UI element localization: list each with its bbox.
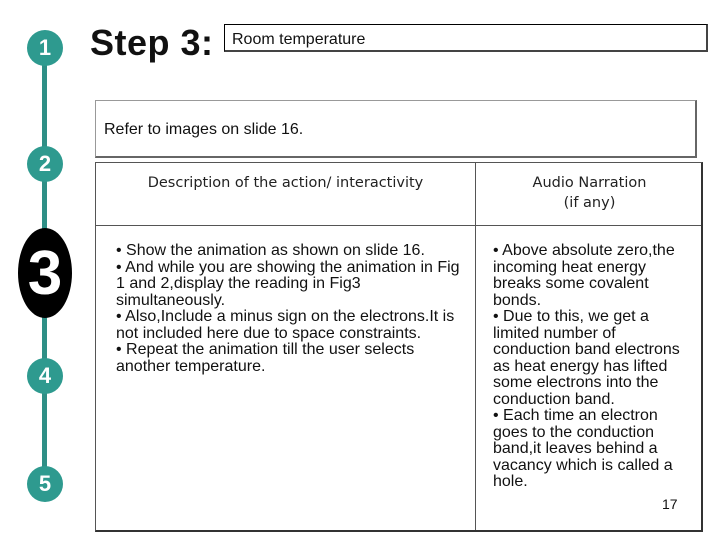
reference-note-field[interactable] bbox=[95, 100, 697, 158]
narration-header-line1: Audio Narration bbox=[532, 175, 647, 191]
description-column-header: Description of the action/ interactivity bbox=[147, 175, 424, 191]
reference-note-text: Refer to images on slide 16. bbox=[104, 121, 304, 138]
step-title-field[interactable] bbox=[224, 24, 708, 52]
step-title-value: Room temperature bbox=[232, 31, 366, 48]
narration-item: • Due to this, we get a limited number of conduction band electrons as heat energy has lifted some electrons into the conduction band. bbox=[493, 308, 680, 408]
narration-item: • Each time an electron goes to the conduction band,it leaves behind a vacancy which is called a hole. bbox=[493, 407, 673, 490]
storyboard-table bbox=[95, 162, 703, 532]
narration-cell[interactable] bbox=[493, 243, 693, 491]
description-item: • Show the animation as shown on slide 16. bbox=[116, 242, 425, 259]
header-divider bbox=[96, 225, 701, 226]
step-2-marker[interactable]: 2 bbox=[27, 146, 63, 182]
description-item: • Repeat the animation till the user selects another temperature. bbox=[116, 341, 415, 375]
step-4-marker[interactable]: 4 bbox=[27, 358, 63, 394]
narration-column-header bbox=[476, 173, 703, 213]
narration-item: • Above absolute zero,the incoming heat energy breaks some covalent bonds. bbox=[493, 242, 675, 309]
page-number: 17 bbox=[662, 496, 678, 512]
column-divider bbox=[475, 163, 476, 530]
description-item: • Also,Include a minus sign on the electrons.It is not included here due to space constraints. bbox=[116, 308, 455, 342]
step-5-marker[interactable]: 5 bbox=[27, 466, 63, 502]
step-1-marker[interactable]: 1 bbox=[27, 30, 63, 66]
step-title: Step 3: bbox=[90, 22, 214, 63]
description-item: • And while you are showing the animation in Fig 1 and 2,display the reading in Fig3 simultaneously. bbox=[116, 258, 460, 309]
narration-header-line2: (if any) bbox=[563, 195, 616, 211]
description-cell[interactable] bbox=[116, 243, 466, 375]
step-3-marker-current[interactable]: 3 bbox=[18, 228, 72, 318]
